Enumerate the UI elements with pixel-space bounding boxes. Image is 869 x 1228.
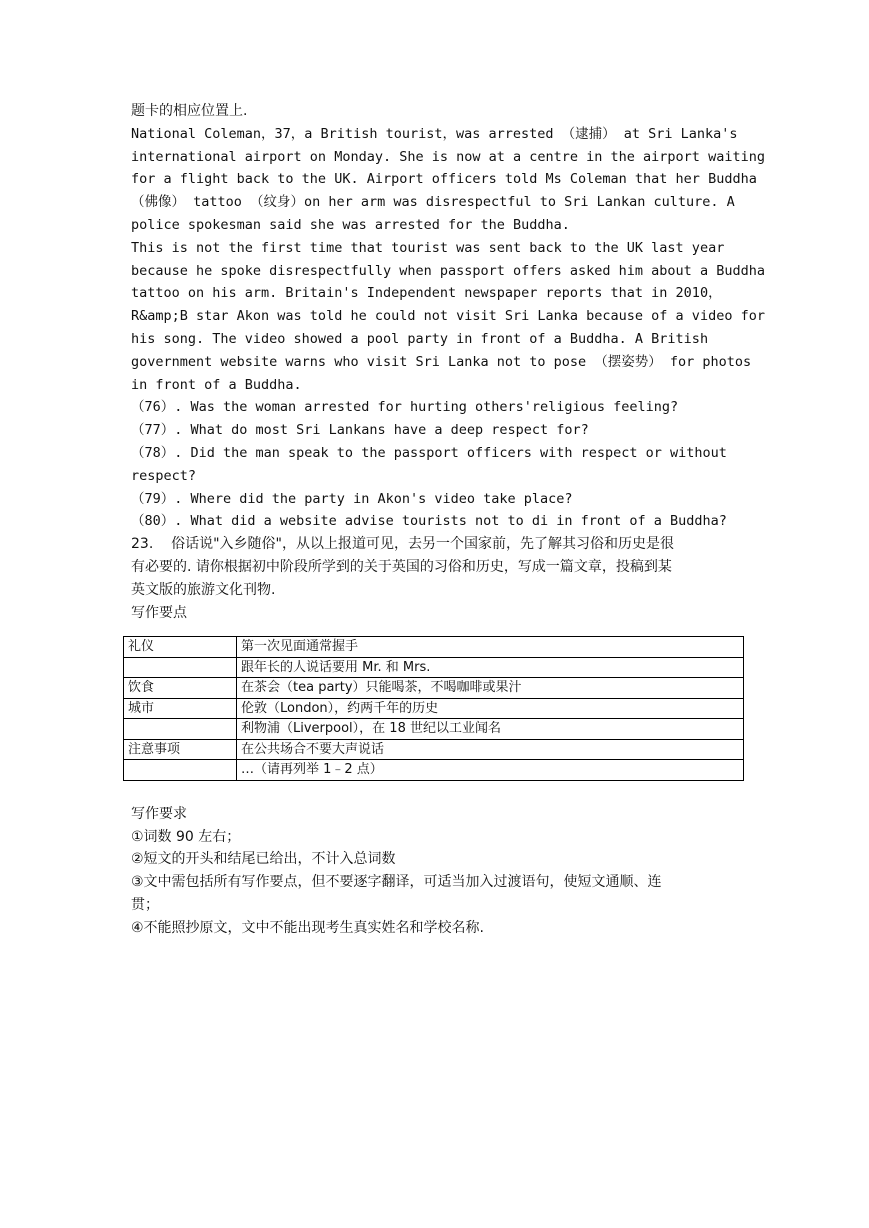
- question-item: respect?: [131, 467, 197, 484]
- question-item: （80）. What did a website advise tourists not to di in front of a Buddha?: [131, 513, 727, 530]
- point-cell: 在公共场合不要大声说话: [237, 739, 744, 760]
- passage-line: his song. The video showed a pool party in front of a Buddha. A British: [131, 330, 709, 347]
- table-row: [124, 739, 744, 760]
- point-cell: …（请再列举 1﹣2 点）: [237, 760, 744, 781]
- category-cell: [124, 719, 237, 740]
- writing-points-table: [123, 636, 744, 781]
- point-cell: 伦敦（London），约两千年的历史: [237, 698, 744, 719]
- point-cell: 在茶会（tea party）只能喝茶，不喝咖啡或果汁: [237, 678, 744, 699]
- table-row: [124, 698, 744, 719]
- category-cell: [124, 760, 237, 781]
- question-item: （79）. Where did the party in Akon's video take place?: [131, 490, 573, 507]
- question-list: [131, 396, 751, 533]
- requirement-item: ④不能照抄原文，文中不能出现考生真实姓名和学校名称.: [131, 919, 484, 936]
- table-row: [124, 719, 744, 740]
- passage-line: tattoo on his arm. Britain's Independent newspaper reports that in 2010，: [131, 285, 722, 302]
- intro-line: 题卡的相应位置上.: [131, 103, 248, 119]
- passage-line: government website warns who visit Sri Lanka not to pose （摆姿势） for photos: [131, 353, 752, 370]
- category-cell: 饮食: [124, 678, 237, 699]
- passage-line: police spokesman said she was arrested for the Buddha.: [131, 216, 570, 233]
- exam-content: [128, 100, 765, 940]
- passage-line: R&amp;B star Akon was told he could not visit Sri Lanka because of a video for: [131, 308, 765, 325]
- table-row: [124, 657, 744, 678]
- requirement-item: ①词数 90 左右；: [131, 828, 241, 845]
- point-cell: 利物浦（Liverpool），在 18 世纪以工业闻名: [237, 719, 744, 740]
- category-cell: [124, 657, 237, 678]
- question-item: （77）. What do most Sri Lankans have a deep respect for?: [131, 422, 589, 439]
- table-row: [124, 637, 744, 658]
- passage-line: because he spoke disrespectfully when passport offers asked him about a Buddha: [131, 262, 765, 279]
- category-cell: 城市: [124, 698, 237, 719]
- passage-line: in front of a Buddha.: [131, 376, 302, 393]
- category-cell: 注意事项: [124, 739, 237, 760]
- passage-line: National Coleman，37，a British tourist，was arrested （逮捕） at Sri Lanka's: [131, 125, 738, 142]
- table-row: [124, 760, 744, 781]
- passage-line: for a flight back to the UK. Airport officers told Ms Coleman that her Buddha: [131, 171, 757, 188]
- requirement-item: ③文中需包括所有写作要点，但不要逐字翻译，可适当加入过渡语句，使短文通顺、连: [131, 874, 662, 891]
- writing-requirements: [131, 803, 751, 940]
- writing-task: [131, 533, 751, 624]
- question-item: （76）. Was the woman arrested for hurting others'religious feeling?: [131, 399, 679, 416]
- task-line: 英文版的旅游文化刊物.: [131, 581, 276, 598]
- passage-line: （佛像） tattoo （纹身）on her arm was disrespectful to Sri Lankan culture. A: [131, 194, 735, 211]
- requirements-heading: 写作要求: [131, 805, 187, 822]
- task-line: 23. 俗话说"入乡随俗"，从以上报道可见，去另一个国家前，先了解其习俗和历史是很: [131, 536, 674, 553]
- points-heading: 写作要点: [131, 604, 187, 621]
- category-cell: 礼仪: [124, 637, 237, 658]
- passage-line: international airport on Monday. She is now at a centre in the airport waiting: [131, 148, 765, 165]
- point-cell: 第一次见面通常握手: [237, 637, 744, 658]
- requirement-item: 贯；: [131, 897, 159, 914]
- task-line: 有必要的. 请你根据初中阶段所学到的关于英国的习俗和历史，写成一篇文章，投稿到某: [131, 558, 672, 575]
- table-row: [124, 678, 744, 699]
- question-item: （78）. Did the man speak to the passport officers with respect or without: [131, 444, 727, 461]
- point-cell: 跟年长的人说话要用 Mr. 和 Mrs.: [237, 657, 744, 678]
- requirement-item: ②短文的开头和结尾已给出，不计入总词数: [131, 851, 396, 868]
- reading-passage: [131, 123, 765, 397]
- passage-line: This is not the first time that tourist was sent back to the UK last year: [131, 239, 725, 256]
